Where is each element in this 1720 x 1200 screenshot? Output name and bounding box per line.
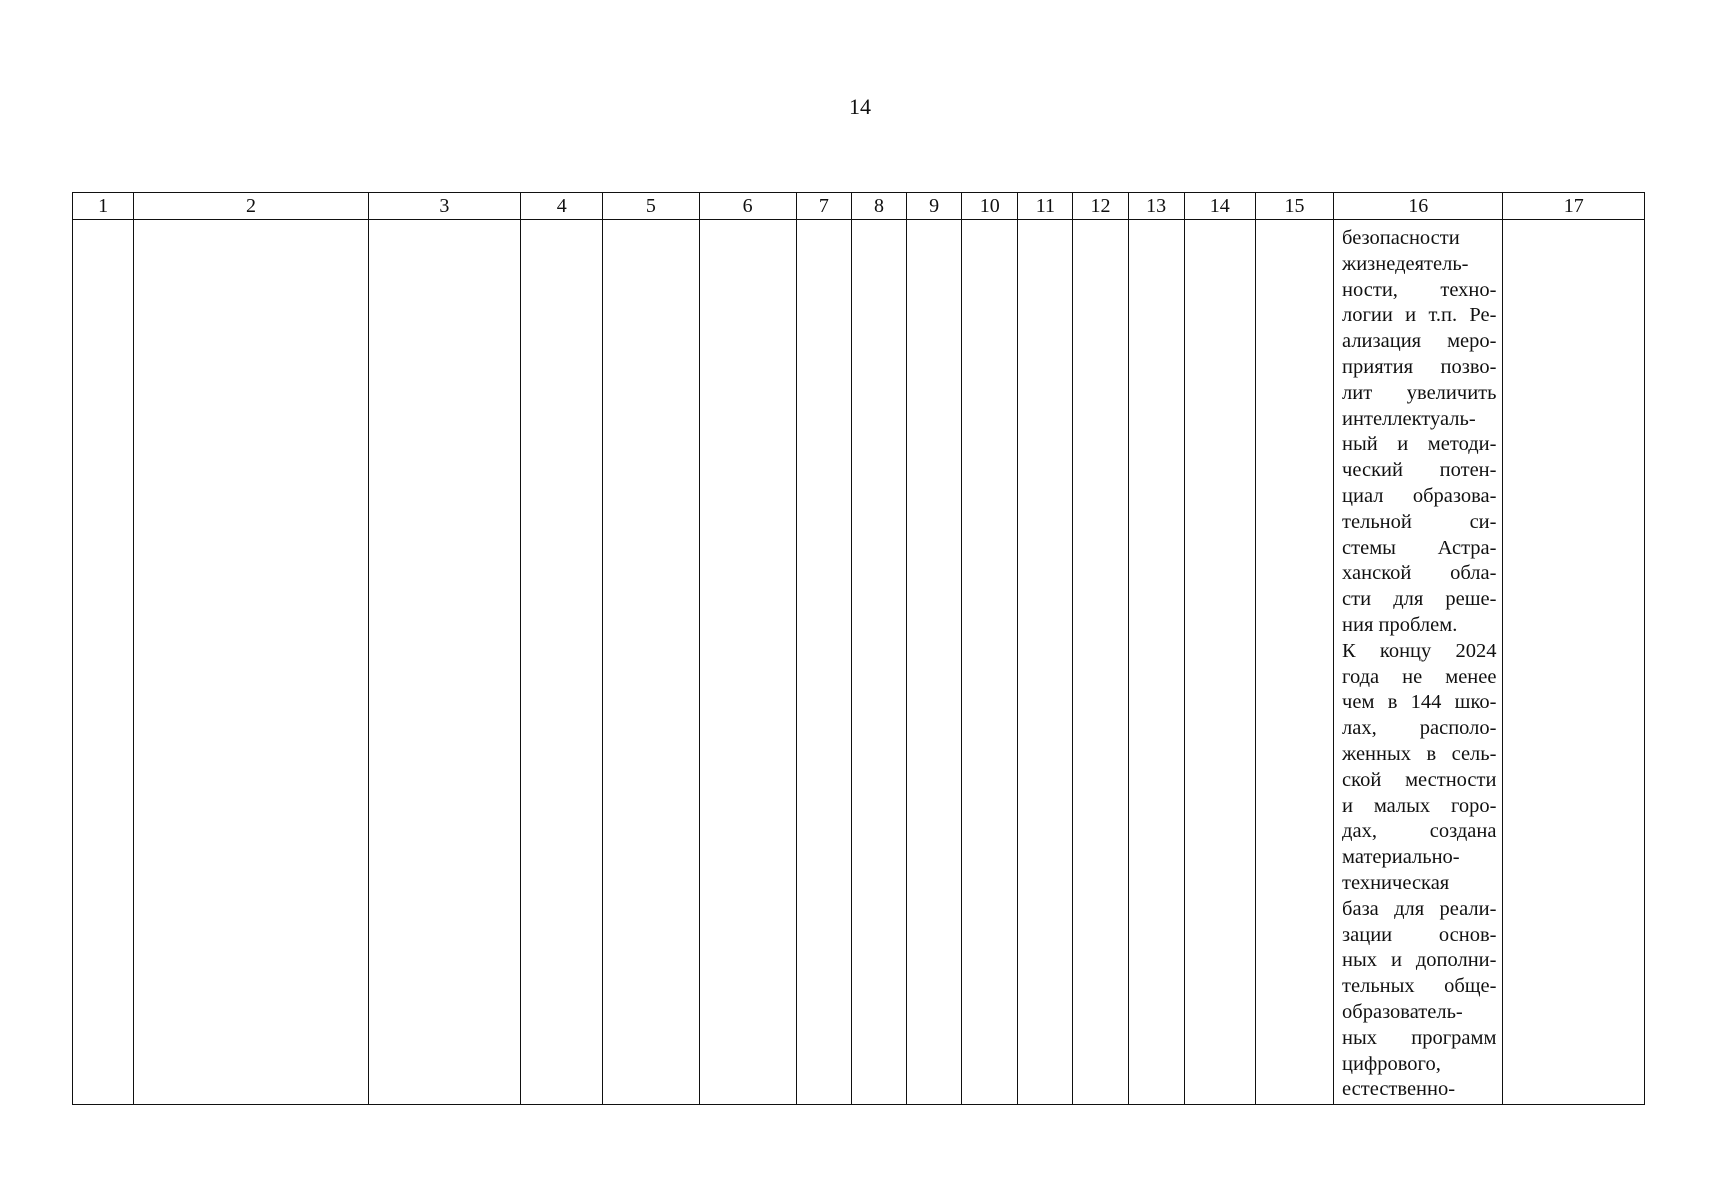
text-line: приятия позво- (1342, 355, 1497, 378)
text-line: ханской обла- (1342, 562, 1497, 585)
table-header-row (73, 193, 1645, 220)
table-cell-col-6 (699, 220, 796, 1105)
table-row (73, 220, 1645, 1105)
table-cell-col-5 (603, 220, 699, 1105)
text-line: сти для реше- (1342, 588, 1497, 611)
column-header-13: 13 (1128, 193, 1184, 220)
column-header-9: 9 (907, 193, 962, 220)
text-line: ных и дополни- (1342, 949, 1497, 972)
text-line: женных в сель- (1342, 742, 1497, 765)
text-line: тельных обще- (1342, 975, 1497, 998)
document-table (72, 192, 1645, 1105)
text-line: ческий потен- (1342, 459, 1497, 482)
column-header-12: 12 (1073, 193, 1128, 220)
text-line: года не менее (1342, 665, 1497, 688)
text-line: К концу 2024 (1342, 639, 1497, 662)
page-number: 14 (849, 94, 871, 119)
table-cell-col-16 (1334, 220, 1503, 1105)
text-line: ности, техно- (1342, 278, 1497, 301)
column-header-14: 14 (1184, 193, 1255, 220)
text-line: материально- (1342, 846, 1460, 869)
text-line: лах, располо- (1342, 717, 1497, 740)
column-header-1: 1 (73, 193, 134, 220)
table-cell-col-17 (1503, 220, 1645, 1105)
text-line: циал образова- (1342, 484, 1497, 507)
text-line: тельной си- (1342, 510, 1497, 533)
text-line: техническая (1342, 871, 1450, 894)
column-header-16: 16 (1334, 193, 1503, 220)
column-header-3: 3 (368, 193, 520, 220)
table-cell-col-1 (73, 220, 134, 1105)
column-header-10: 10 (962, 193, 1018, 220)
column-header-2: 2 (134, 193, 369, 220)
text-line: цифрового, (1342, 1052, 1441, 1075)
text-line: ализация меро- (1342, 330, 1497, 353)
table-cell-col-13 (1128, 220, 1184, 1105)
column-header-15: 15 (1255, 193, 1333, 220)
text-line: стемы Астра- (1342, 536, 1497, 559)
text-line: образователь- (1342, 1000, 1463, 1023)
table-cell-col-11 (1018, 220, 1073, 1105)
text-line: дах, создана (1342, 820, 1497, 843)
table-cell-col-14 (1184, 220, 1255, 1105)
table-cell-col-12 (1073, 220, 1128, 1105)
table-cell-col-7 (796, 220, 851, 1105)
table-cell-col-9 (907, 220, 962, 1105)
text-line: ных программ (1342, 1026, 1497, 1049)
column-header-17: 17 (1503, 193, 1645, 220)
text-line: естественно- (1342, 1078, 1456, 1101)
text-line: ния проблем. (1342, 613, 1458, 636)
text-line: база для реали- (1342, 897, 1497, 920)
table-cell-col-15 (1255, 220, 1333, 1105)
table-cell-col-2 (134, 220, 369, 1105)
text-line: и малых горо- (1342, 794, 1497, 817)
column-header-6: 6 (699, 193, 796, 220)
table-cell-col-3 (368, 220, 520, 1105)
column-header-4: 4 (521, 193, 603, 220)
text-line: лит увеличить (1342, 381, 1497, 404)
text-line: ской местности (1342, 768, 1497, 791)
column-16-text (1334, 220, 1502, 1103)
text-line: жизнедеятель- (1342, 252, 1469, 275)
column-header-7: 7 (796, 193, 851, 220)
text-line: логии и т.п. Ре- (1342, 304, 1497, 327)
column-header-5: 5 (603, 193, 699, 220)
table-cell-col-8 (851, 220, 906, 1105)
text-line: чем в 144 шко- (1342, 691, 1497, 714)
text-line: ный и методи- (1342, 433, 1497, 456)
table-cell-col-4 (521, 220, 603, 1105)
column-header-11: 11 (1018, 193, 1073, 220)
table-cell-col-10 (962, 220, 1018, 1105)
text-line: зации основ- (1342, 923, 1497, 946)
column-header-8: 8 (851, 193, 906, 220)
text-line: интеллектуаль- (1342, 407, 1476, 430)
text-line: безопасности (1342, 227, 1460, 249)
